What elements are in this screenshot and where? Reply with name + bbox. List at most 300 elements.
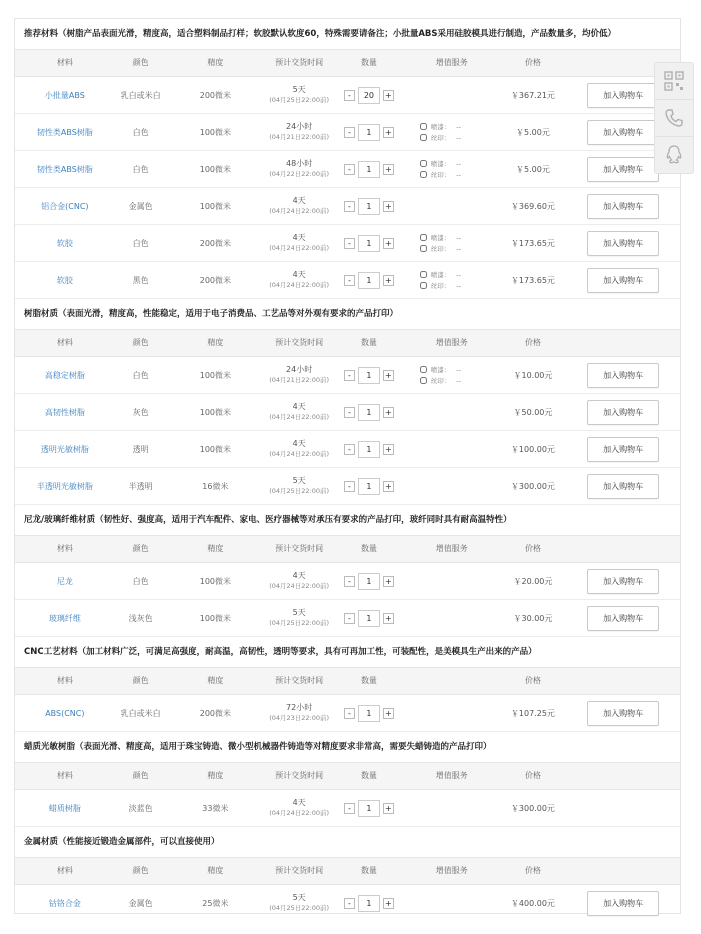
service-cell [404, 151, 500, 187]
column-header: 精度 [207, 771, 224, 780]
service-value: -- [456, 365, 461, 374]
quantity-stepper [344, 124, 394, 141]
table-row [15, 600, 680, 637]
service-cell [404, 394, 500, 430]
delivery-deadline: (04月24日22:00前) [269, 450, 330, 458]
service-option[interactable] [420, 232, 461, 243]
price-cell: ￥367.21元 [510, 90, 555, 100]
phone-icon[interactable] [655, 100, 693, 137]
add-to-cart-button[interactable]: 加入购物车 [587, 268, 659, 293]
service-cell [404, 468, 500, 504]
add-to-cart-button[interactable]: 加入购物车 [587, 194, 659, 219]
add-to-cart-button[interactable]: 加入购物车 [587, 157, 659, 182]
increase-button[interactable]: + [383, 708, 394, 719]
service-label: 喷漆： [430, 234, 451, 242]
delivery-deadline: (04月24日22:00前) [269, 244, 330, 252]
material-cell [15, 151, 115, 187]
section-title: 尼龙/玻璃纤维材质（韧性好、强度高，适用于汽车配件、家电、医疗器械等对承压有要求的产品打印，玻纤同时具有耐高温特性） [24, 515, 512, 525]
service-label: 丝印： [430, 282, 451, 290]
increase-button[interactable]: + [383, 444, 394, 455]
price-cell: ￥20.00元 [513, 576, 553, 586]
delivery-time-cell [264, 114, 334, 150]
section-title: 金属材质（性能接近锻造金属部件，可以直接使用） [24, 837, 220, 847]
delivery-time-cell [264, 695, 334, 731]
column-header: 增值服务 [435, 544, 468, 553]
color-cell: 白色 [132, 370, 149, 380]
increase-button[interactable]: + [383, 898, 394, 909]
delivery-deadline: (04月24日22:00前) [269, 413, 330, 421]
column-header [404, 668, 500, 694]
column-header: 颜色 [132, 771, 149, 780]
quantity-stepper [344, 478, 394, 495]
quantity-input[interactable] [358, 198, 380, 215]
material-cell [15, 695, 115, 731]
column-header: 精度 [207, 338, 224, 347]
floating-side-bar [654, 62, 694, 174]
table-row [15, 151, 680, 188]
service-cell [404, 77, 500, 113]
service-label: 丝印： [430, 377, 451, 385]
delivery-days: 5天 [292, 893, 306, 902]
column-header: 精度 [207, 58, 224, 67]
service-option[interactable] [420, 280, 461, 291]
decrease-button[interactable]: - [344, 275, 355, 286]
service-cell [404, 357, 500, 393]
add-to-cart-button[interactable]: 加入购物车 [587, 569, 659, 594]
increase-button[interactable]: + [383, 803, 394, 814]
service-cell [404, 114, 500, 150]
service-checkbox[interactable] [420, 134, 427, 141]
delivery-days: 4天 [292, 439, 306, 448]
quantity-input[interactable] [358, 895, 380, 912]
action-cell [566, 431, 680, 467]
quantity-cell [334, 262, 404, 298]
service-option[interactable] [420, 169, 461, 180]
add-to-cart-button[interactable]: 加入购物车 [587, 400, 659, 425]
service-label: 丝印： [430, 245, 451, 253]
precision-cell: 33微米 [202, 803, 229, 813]
precision-cell: 100微米 [199, 613, 232, 623]
action-cell [566, 885, 680, 921]
color-cell: 浅灰色 [128, 613, 153, 623]
service-checkbox[interactable] [420, 234, 427, 241]
action-cell [566, 600, 680, 636]
quantity-input[interactable] [358, 478, 380, 495]
decrease-button[interactable]: - [344, 576, 355, 587]
increase-button[interactable]: + [383, 370, 394, 381]
precision-cell: 100微米 [199, 127, 232, 137]
material-link[interactable]: 韧性类ABS树脂 [36, 164, 93, 174]
quantity-input[interactable] [358, 272, 380, 289]
delivery-deadline: (04月24日22:00前) [269, 582, 330, 590]
service-label: 喷漆： [430, 160, 451, 168]
column-header [566, 763, 680, 789]
increase-button[interactable]: + [383, 127, 394, 138]
action-cell [566, 563, 680, 599]
table-row [15, 262, 680, 299]
delivery-days: 4天 [292, 196, 306, 205]
quantity-stepper [344, 573, 394, 590]
service-checkbox[interactable] [420, 123, 427, 130]
precision-cell: 200微米 [199, 90, 232, 100]
column-header: 价格 [524, 866, 541, 875]
column-header: 数量 [360, 58, 377, 67]
action-cell [566, 357, 680, 393]
delivery-days: 4天 [292, 402, 306, 411]
table-row [15, 468, 680, 505]
quantity-input[interactable] [358, 404, 380, 421]
precision-cell: 100微米 [199, 444, 232, 454]
column-header: 数量 [360, 771, 377, 780]
service-option[interactable] [420, 243, 461, 254]
service-cell [404, 225, 500, 261]
table-row [15, 431, 680, 468]
column-header: 精度 [207, 866, 224, 875]
delivery-time [269, 196, 329, 216]
delivery-deadline: (04月25日22:00前) [269, 619, 330, 627]
column-header: 颜色 [132, 544, 149, 553]
decrease-button[interactable]: - [344, 90, 355, 101]
material-link[interactable]: 半透明光敏树脂 [36, 481, 93, 491]
delivery-deadline: (04月24日22:00前) [269, 207, 330, 215]
delivery-time-cell [264, 563, 334, 599]
increase-button[interactable]: + [383, 407, 394, 418]
service-checkbox[interactable] [420, 245, 427, 252]
price-cell: ￥5.00元 [516, 127, 550, 137]
delivery-time-cell [264, 225, 334, 261]
table-row [15, 790, 680, 827]
service-option[interactable] [420, 158, 461, 169]
table-row [15, 357, 680, 394]
delivery-time-cell [264, 77, 334, 113]
material-cell [15, 77, 115, 113]
add-to-cart-button[interactable]: 加入购物车 [587, 606, 659, 631]
price-cell: ￥100.00元 [510, 444, 555, 454]
precision-cell: 200微米 [199, 275, 232, 285]
quantity-stepper [344, 367, 394, 384]
price-cell: ￥5.00元 [516, 164, 550, 174]
delivery-time-cell [264, 151, 334, 187]
delivery-days: 24小时 [286, 122, 313, 131]
table-header [15, 49, 680, 77]
service-value: -- [456, 122, 461, 131]
material-cell [15, 431, 115, 467]
material-cell [15, 188, 115, 224]
material-cell [15, 357, 115, 393]
delivery-time-cell [264, 790, 334, 826]
delivery-deadline: (04月23日22:00前) [269, 714, 330, 722]
increase-button[interactable]: + [383, 613, 394, 624]
service-label: 丝印： [430, 134, 451, 142]
quantity-stepper [344, 800, 394, 817]
delivery-days: 4天 [292, 270, 306, 279]
decrease-button[interactable]: - [344, 201, 355, 212]
delivery-time-cell [264, 357, 334, 393]
service-cell [404, 262, 500, 298]
material-link[interactable]: 韧性类ABS树脂 [36, 127, 93, 137]
column-header: 精度 [207, 544, 224, 553]
precision-cell: 100微米 [199, 370, 232, 380]
increase-button[interactable]: + [383, 164, 394, 175]
column-header: 数量 [360, 544, 377, 553]
decrease-button[interactable]: - [344, 127, 355, 138]
precision-cell: 200微米 [199, 708, 232, 718]
column-header: 价格 [524, 58, 541, 67]
delivery-time [269, 402, 329, 422]
quantity-cell [334, 357, 404, 393]
material-link[interactable]: ABS(CNC) [45, 708, 85, 718]
action-cell [566, 188, 680, 224]
add-to-cart-button[interactable]: 加入购物车 [587, 231, 659, 256]
precision-cell: 100微米 [199, 201, 232, 211]
material-link[interactable]: 尼龙 [56, 576, 73, 586]
decrease-button[interactable]: - [344, 613, 355, 624]
service-option[interactable] [420, 364, 461, 375]
quantity-input[interactable] [358, 610, 380, 627]
precision-cell: 25微米 [202, 898, 229, 908]
section-title: 蜡质光敏树脂（表面光滑、精度高，适用于珠宝铸造、微小型机械器件铸造等对精度要求非常高，需要失蜡铸造的产品打印） [24, 742, 492, 752]
column-header [566, 330, 680, 356]
quantity-input[interactable] [358, 441, 380, 458]
table-row [15, 695, 680, 732]
precision-cell: 200微米 [199, 238, 232, 248]
price-cell: ￥107.25元 [510, 708, 555, 718]
quantity-input[interactable] [358, 800, 380, 817]
service-option[interactable] [420, 132, 461, 143]
quantity-input[interactable] [358, 367, 380, 384]
table-header [15, 667, 680, 695]
column-header: 材料 [56, 544, 73, 553]
service-checkbox[interactable] [420, 377, 427, 384]
delivery-time-cell [264, 468, 334, 504]
material-cell [15, 885, 115, 921]
column-header: 材料 [56, 771, 73, 780]
column-header: 颜色 [132, 676, 149, 685]
quantity-input[interactable] [358, 573, 380, 590]
delivery-time [269, 159, 329, 179]
column-header [566, 668, 680, 694]
price-cell: ￥369.60元 [510, 201, 555, 211]
delivery-days: 48小时 [286, 159, 313, 168]
column-header: 增值服务 [435, 58, 468, 67]
add-to-cart-button[interactable]: 加入购物车 [587, 437, 659, 462]
increase-button[interactable]: + [383, 90, 394, 101]
column-header: 预计交货时间 [275, 866, 324, 875]
qq-icon[interactable] [655, 137, 693, 173]
material-link[interactable]: 蜡质树脂 [48, 803, 81, 813]
quantity-cell [334, 600, 404, 636]
material-link[interactable]: 软胶 [56, 238, 73, 248]
service-cell [404, 431, 500, 467]
service-checkbox[interactable] [420, 366, 427, 373]
table-row [15, 225, 680, 262]
add-to-cart-button[interactable]: 加入购物车 [587, 120, 659, 145]
color-cell: 黑色 [132, 275, 149, 285]
decrease-button[interactable]: - [344, 238, 355, 249]
column-header: 材料 [56, 58, 73, 67]
add-to-cart-button[interactable]: 加入购物车 [587, 83, 659, 108]
decrease-button[interactable]: - [344, 444, 355, 455]
increase-button[interactable]: + [383, 576, 394, 587]
increase-button[interactable]: + [383, 275, 394, 286]
delivery-deadline: (04月21日22:00前) [269, 133, 330, 141]
decrease-button[interactable]: - [344, 708, 355, 719]
column-header: 预计交货时间 [275, 58, 324, 67]
service-value: -- [456, 233, 461, 242]
quantity-input[interactable] [358, 235, 380, 252]
quantity-cell [334, 77, 404, 113]
delivery-time-cell [264, 394, 334, 430]
column-header: 颜色 [132, 58, 149, 67]
table-row [15, 885, 680, 921]
decrease-button[interactable]: - [344, 164, 355, 175]
action-cell [566, 262, 680, 298]
service-option[interactable] [420, 121, 461, 132]
quantity-cell [334, 790, 404, 826]
color-cell: 白色 [132, 127, 149, 137]
color-cell: 乳白或米白 [120, 708, 161, 718]
column-header: 增值服务 [435, 338, 468, 347]
decrease-button[interactable]: - [344, 898, 355, 909]
delivery-time [269, 893, 329, 913]
price-cell: ￥10.00元 [513, 370, 553, 380]
delivery-time [269, 233, 329, 253]
price-cell: ￥50.00元 [513, 407, 553, 417]
service-cell [404, 600, 500, 636]
quantity-stepper [344, 87, 394, 104]
add-to-cart-button[interactable]: 加入购物车 [587, 474, 659, 499]
qrcode-icon[interactable] [655, 63, 693, 100]
price-cell: ￥173.65元 [510, 238, 555, 248]
delivery-time-cell [264, 885, 334, 921]
precision-cell: 100微米 [199, 576, 232, 586]
quantity-stepper [344, 404, 394, 421]
precision-cell: 16微米 [202, 481, 229, 491]
material-link[interactable]: 高稳定树脂 [44, 370, 85, 380]
quantity-cell [334, 431, 404, 467]
price-cell: ￥300.00元 [510, 803, 555, 813]
service-option[interactable] [420, 269, 461, 280]
add-to-cart-button[interactable]: 加入购物车 [587, 891, 659, 916]
delivery-deadline: (04月24日22:00前) [269, 809, 330, 817]
action-cell [566, 695, 680, 731]
column-header: 价格 [524, 676, 541, 685]
add-to-cart-button[interactable]: 加入购物车 [587, 701, 659, 726]
quantity-stepper [344, 272, 394, 289]
material-cell [15, 262, 115, 298]
increase-button[interactable]: + [383, 201, 394, 212]
table-header [15, 329, 680, 357]
precision-cell: 100微米 [199, 164, 232, 174]
service-checkbox[interactable] [420, 282, 427, 289]
service-checkbox[interactable] [420, 171, 427, 178]
decrease-button[interactable]: - [344, 803, 355, 814]
material-link[interactable]: 铝合金(CNC) [41, 201, 89, 211]
column-header: 颜色 [132, 338, 149, 347]
column-header: 预计交货时间 [275, 338, 324, 347]
quantity-input[interactable] [358, 705, 380, 722]
price-cell: ￥30.00元 [513, 613, 553, 623]
material-cell [15, 790, 115, 826]
quantity-input[interactable] [358, 87, 380, 104]
column-header: 价格 [524, 544, 541, 553]
action-cell [566, 468, 680, 504]
material-cell [15, 394, 115, 430]
service-cell [404, 695, 500, 731]
delivery-deadline: (04月22日22:00前) [269, 170, 330, 178]
increase-button[interactable]: + [383, 238, 394, 249]
quantity-cell [334, 114, 404, 150]
quantity-input[interactable] [358, 161, 380, 178]
delivery-time [269, 798, 329, 818]
section-title: CNC工艺材料（加工材料广泛，可满足高强度，耐高温，高韧性，透明等要求，具有可再加工性，可装配性，是美模具生产出来的产品） [24, 647, 537, 657]
material-link[interactable]: 高韧性树脂 [44, 407, 85, 417]
delivery-time [269, 122, 329, 142]
material-link[interactable]: 钴铬合金 [48, 898, 81, 908]
table-row [15, 114, 680, 151]
price-cell: ￥400.00元 [510, 898, 555, 908]
decrease-button[interactable]: - [344, 481, 355, 492]
service-value: -- [456, 244, 461, 253]
material-cell [15, 225, 115, 261]
add-to-cart-button[interactable]: 加入购物车 [587, 363, 659, 388]
service-label: 喷漆： [430, 271, 451, 279]
table-row [15, 188, 680, 225]
material-link[interactable]: 软胶 [56, 275, 73, 285]
delivery-time-cell [264, 600, 334, 636]
service-value: -- [456, 376, 461, 385]
column-header: 数量 [360, 676, 377, 685]
action-cell [566, 790, 680, 826]
color-cell: 白色 [132, 164, 149, 174]
color-cell: 灰色 [132, 407, 149, 417]
column-header: 材料 [56, 676, 73, 685]
delivery-days: 4天 [292, 798, 306, 807]
quantity-cell [334, 225, 404, 261]
material-link[interactable]: 玻璃纤维 [48, 613, 81, 623]
service-option[interactable] [420, 375, 461, 386]
action-cell [566, 394, 680, 430]
delivery-days: 24小时 [286, 365, 313, 374]
service-cell [404, 188, 500, 224]
quantity-stepper [344, 705, 394, 722]
material-cell [15, 600, 115, 636]
service-checkbox[interactable] [420, 271, 427, 278]
delivery-days: 5天 [292, 476, 306, 485]
section-title: 树脂材质（表面光滑，精度高，性能稳定，适用于电子消费品、工艺品等对外观有要求的产品打印） [24, 309, 399, 319]
delivery-time [269, 476, 329, 496]
column-header: 预计交货时间 [275, 771, 324, 780]
section-title: 推荐材料（树脂产品表面光滑，精度高，适合塑料制品打样；软胶默认软度60，特殊需要请备注；小批量ABS采用硅胶模具进行制造，产品数量多，均价低） [24, 29, 617, 39]
action-cell [566, 225, 680, 261]
quantity-stepper [344, 610, 394, 627]
column-header: 颜色 [132, 866, 149, 875]
precision-cell: 100微米 [199, 407, 232, 417]
column-header: 数量 [360, 338, 377, 347]
quantity-input[interactable] [358, 124, 380, 141]
increase-button[interactable]: + [383, 481, 394, 492]
table-row [15, 563, 680, 600]
column-header: 价格 [524, 338, 541, 347]
service-cell [404, 790, 500, 826]
material-link[interactable]: 透明光敏树脂 [40, 444, 89, 454]
decrease-button[interactable]: - [344, 407, 355, 418]
service-checkbox[interactable] [420, 160, 427, 167]
delivery-time [269, 608, 329, 628]
color-cell: 透明 [132, 444, 149, 454]
material-link[interactable]: 小批量ABS [44, 90, 85, 100]
decrease-button[interactable]: - [344, 370, 355, 381]
